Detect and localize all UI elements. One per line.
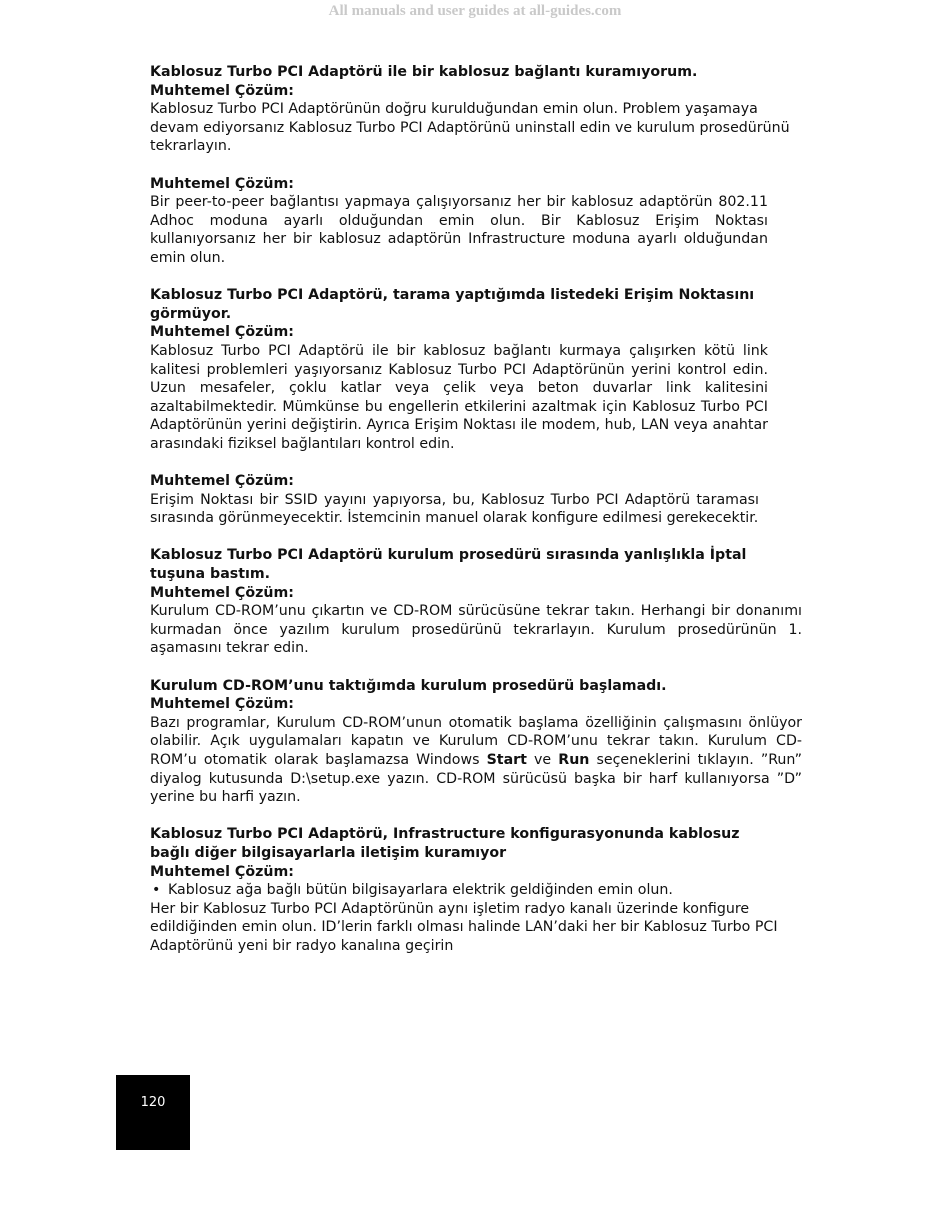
bullet-text: Kablosuz ağa bağlı bütün bilgisayarlara elektrik geldiğinden emin olun. — [168, 882, 673, 899]
section-no-wireless-connection — [150, 63, 802, 156]
solution-text-part-b: seçeneklerini tıklayın. ”Run” diyalog kutusunda D:\setup.exe yazın. CD-ROM sürücüsü başka bir harf kullanıyorsa ”D” yerine bu harfi yazın. — [150, 751, 802, 806]
section-adhoc-mode — [150, 175, 802, 268]
solution-label: Muhtemel Çözüm: — [150, 584, 294, 601]
solution-text-part-a: Bazı programlar, Kurulum CD-ROM’unun otomatik başlama özelliğinin çalışmasını önlüyor olabilir. Açık uygulamaları kapatın ve Kurulum CD-ROM’unu tekrar takın. Kurulum CD-ROM’u otomatik olarak başlamazsa Windows — [150, 714, 802, 768]
page-number: 120 — [140, 1095, 166, 1110]
page-number-box — [116, 1075, 190, 1150]
section-ssid-broadcast — [150, 472, 802, 528]
solution-text: Kablosuz Turbo PCI Adaptörü ile bir kablosuz bağlantı kurmaya çalışırken kötü link kalitesi problemleri yaşıyorsanız Kablosuz Turbo PCI Adaptörünün yerini kontrol edin. Uzun mesafeler, çoklu katlar veya çelik veya beton duvarlar link kalitesini azaltabilmektedir. Mümkünse bu engellerin etkilerini azaltmak için Kablosuz Turbo PCI Adaptörünün yerini değiştirin. Ayrıca Erişim Noktası ile modem, hub, LAN veya anahtar arasındaki fiziksel bağlantıları kontrol edin. — [150, 342, 768, 452]
problem-heading: Kablosuz Turbo PCI Adaptörü, tarama yaptığımda listedeki Erişim Noktasını görmüyor. — [150, 287, 755, 322]
watermark: All manuals and user guides at all-guides.com — [328, 3, 622, 19]
solution-text — [150, 714, 802, 807]
problem-heading: Kablosuz Turbo PCI Adaptörü ile bir kablosuz bağlantı kuramıyorum. — [150, 64, 698, 80]
solution-text: Bir peer-to-peer bağlantısı yapmaya çalışıyorsanız her bir kablosuz adaptörün 802.11 Adhoc moduna ayarlı olduğundan emin olun. Bir Kablosuz Erişim Noktası kullanıyorsanız her bir kablosuz adaptörün Infrastructure moduna ayarlı olduğundan emin olun. — [150, 194, 768, 266]
start-keyword: Start — [486, 751, 527, 768]
run-keyword: Run — [558, 751, 590, 768]
document-body — [150, 63, 802, 974]
solution-label: Muhtemel Çözüm: — [150, 175, 294, 192]
problem-heading: Kurulum CD-ROM’unu taktığımda kurulum prosedürü başlamadı. — [150, 677, 667, 694]
solution-label: Muhtemel Çözüm: — [150, 696, 294, 713]
solution-label: Muhtemel Çözüm: — [150, 82, 294, 99]
section-infrastructure-communication — [150, 825, 802, 955]
solution-text: Erişim Noktası bir SSID yayını yapıyorsa, bu, Kablosuz Turbo PCI Adaptörü taraması sırasında görünmeyecektir. İstemcinin manuel olarak konfigure edilmesi gerekecektir. — [150, 491, 759, 527]
solution-label: Muhtemel Çözüm: — [150, 863, 294, 880]
solution-label: Muhtemel Çözüm: — [150, 324, 294, 341]
solution-text: Kurulum CD-ROM’unu çıkartın ve CD-ROM sürücüsüne tekrar takın. Herhangi bir donanımı kurmadan önce yazılım kurulum prosedürünü tekrarlayın. Kurulum prosedürünün 1. aşamasını tekrar edin. — [150, 603, 802, 657]
conjunction: ve — [526, 751, 559, 768]
bullet-item — [150, 881, 802, 900]
section-cancel-pressed — [150, 546, 802, 658]
bullet-icon: • — [152, 882, 161, 899]
solution-text: Kablosuz Turbo PCI Adaptörünün doğru kurulduğundan emin olun. Problem yaşamaya devam ediyorsanız Kablosuz Turbo PCI Adaptörünü uninstall edin ve kurulum prosedürünü tekrarlayın. — [150, 101, 790, 155]
section-access-point-not-listed — [150, 286, 802, 453]
problem-heading: Kablosuz Turbo PCI Adaptörü kurulum prosedürü sırasında yanlışlıkla İptal tuşuna bastım. — [150, 547, 747, 583]
solution-label: Muhtemel Çözüm: — [150, 473, 294, 490]
solution-text: Her bir Kablosuz Turbo PCI Adaptörünün aynı işletim radyo kanalı üzerinde konfigure edildiğinden emin olun. ID’lerin farklı olması halinde LAN’daki her bir Kablosuz Turbo PCI Adaptörünü yeni bir radyo kanalına geçirin — [150, 900, 778, 954]
section-cdrom-autostart — [150, 677, 802, 807]
problem-heading: Kablosuz Turbo PCI Adaptörü, Infrastructure konfigurasyonunda kablosuz bağlı diğer bilgisayarlarla iletişim kuramıyor — [150, 826, 740, 861]
